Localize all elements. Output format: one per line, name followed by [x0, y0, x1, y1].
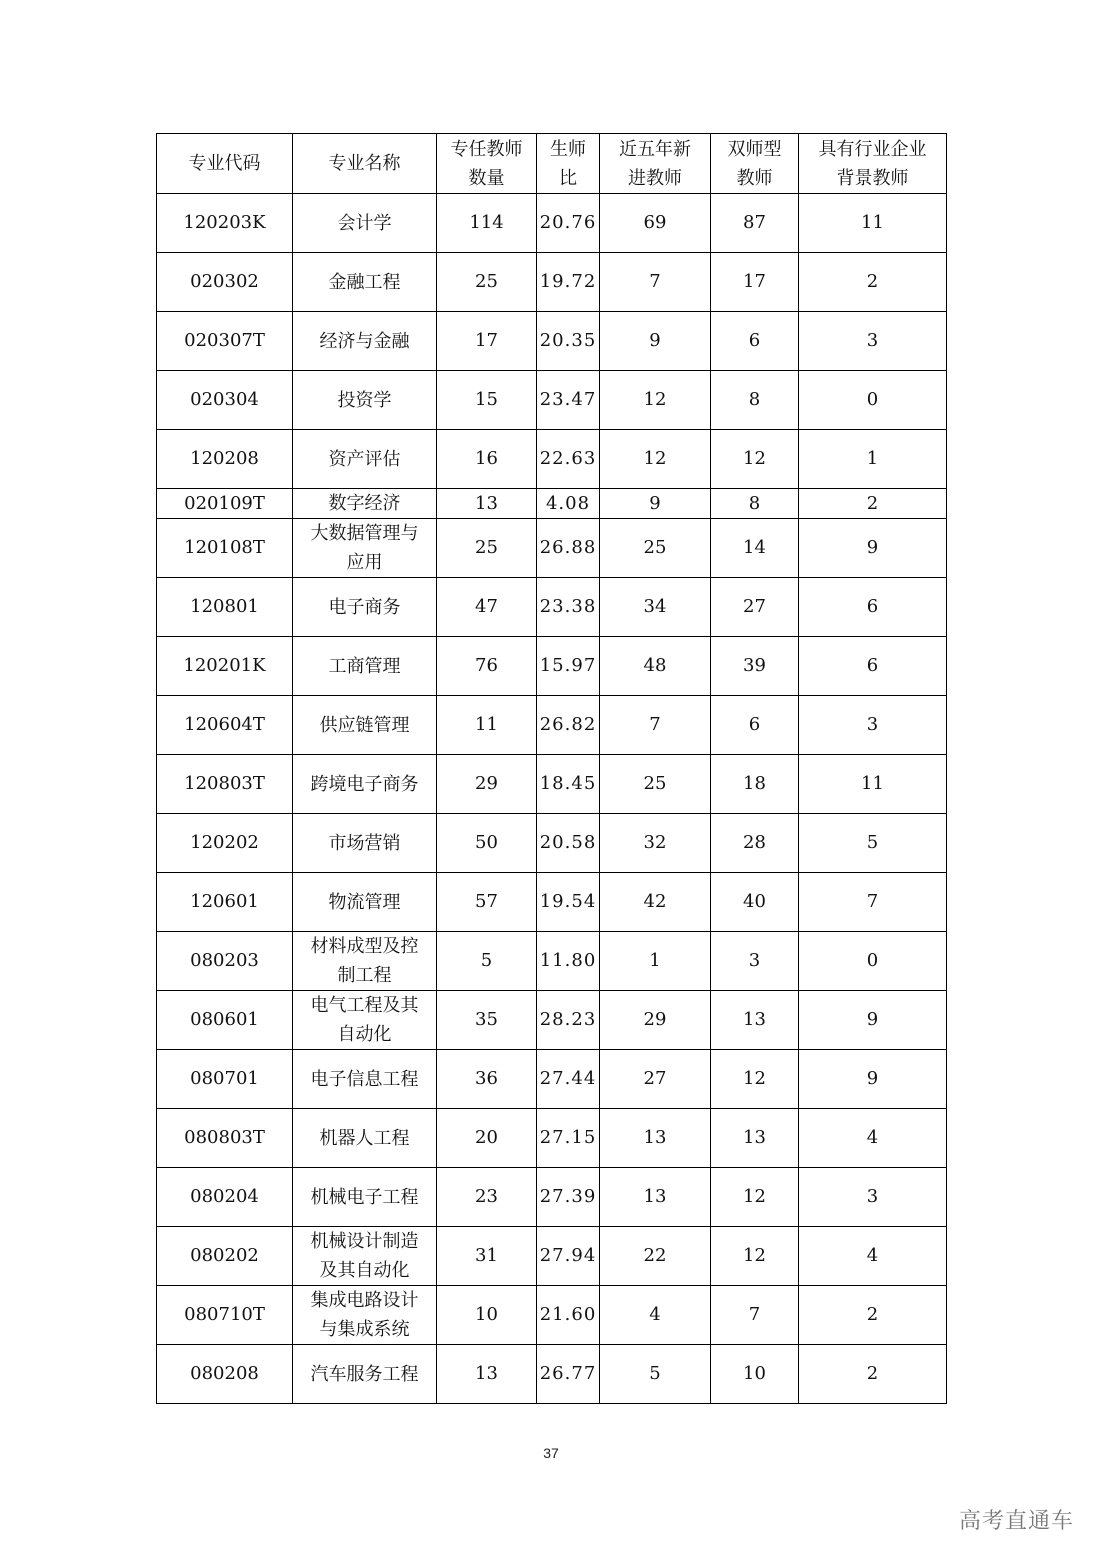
- cell-major-name: [293, 194, 437, 253]
- table-row: [157, 932, 947, 991]
- major-name-line: 应用: [346, 552, 383, 573]
- cell-ratio: [537, 489, 600, 519]
- cell-major-code: 120208: [157, 430, 293, 489]
- major-name-line: 资产评估: [328, 448, 401, 470]
- cell-major-name: [293, 991, 437, 1050]
- cell-major-name: [293, 519, 437, 578]
- cell-teacher-count: 57: [437, 873, 537, 932]
- ratio-value: 20.35: [539, 330, 597, 351]
- header-dual-teachers: 双师型 教师: [711, 134, 799, 194]
- cell-ratio: [537, 519, 600, 578]
- cell-teacher-count: 25: [437, 253, 537, 312]
- ratio-value: 28.23: [539, 1009, 597, 1030]
- cell-major-name: [293, 932, 437, 991]
- major-name-line: 供应链管理: [319, 714, 410, 736]
- ratio-value: 20.76: [539, 212, 597, 233]
- cell-major-name: [293, 1109, 437, 1168]
- cell-new-teachers: 13: [600, 1109, 711, 1168]
- cell-teacher-count: 11: [437, 696, 537, 755]
- cell-new-teachers: 32: [600, 814, 711, 873]
- cell-dual-teachers: 40: [711, 873, 799, 932]
- cell-industry-teachers: 9: [799, 1050, 947, 1109]
- major-name-line: 会计学: [337, 212, 392, 234]
- cell-teacher-count: 23: [437, 1168, 537, 1227]
- ratio-value: 27.94: [539, 1245, 597, 1266]
- cell-industry-teachers: 2: [799, 1345, 947, 1404]
- cell-industry-teachers: 9: [799, 991, 947, 1050]
- cell-industry-teachers: 1: [799, 430, 947, 489]
- table-row: [157, 489, 947, 519]
- ratio-value: 26.77: [539, 1363, 597, 1384]
- ratio-value: 19.72: [539, 271, 597, 292]
- cell-teacher-count: 25: [437, 519, 537, 578]
- cell-industry-teachers: 2: [799, 1286, 947, 1345]
- major-name-line: 自动化: [337, 1024, 392, 1045]
- cell-ratio: [537, 873, 600, 932]
- cell-industry-teachers: 9: [799, 519, 947, 578]
- table-row: [157, 194, 947, 253]
- ratio-value: 15.97: [539, 655, 597, 676]
- cell-teacher-count: 15: [437, 371, 537, 430]
- cell-teacher-count: 47: [437, 578, 537, 637]
- cell-ratio: [537, 371, 600, 430]
- cell-industry-teachers: 4: [799, 1227, 947, 1286]
- cell-dual-teachers: 28: [711, 814, 799, 873]
- table-header-row: [157, 134, 947, 194]
- cell-major-name: [293, 371, 437, 430]
- major-name-line: 大数据管理与: [310, 523, 419, 544]
- major-name-line: 机械设计制造: [310, 1231, 419, 1252]
- cell-new-teachers: 9: [600, 489, 711, 519]
- cell-major-name: [293, 489, 437, 519]
- cell-industry-teachers: 2: [799, 489, 947, 519]
- cell-dual-teachers: 14: [711, 519, 799, 578]
- cell-dual-teachers: 13: [711, 991, 799, 1050]
- cell-ratio: [537, 1168, 600, 1227]
- cell-teacher-count: 35: [437, 991, 537, 1050]
- cell-major-code: 120108T: [157, 519, 293, 578]
- major-name-line: 数字经济: [328, 493, 401, 514]
- cell-industry-teachers: 3: [799, 696, 947, 755]
- cell-new-teachers: 9: [600, 312, 711, 371]
- cell-industry-teachers: 6: [799, 637, 947, 696]
- table-row: [157, 1109, 947, 1168]
- cell-major-code: 020302: [157, 253, 293, 312]
- ratio-value: 26.88: [539, 537, 597, 558]
- cell-major-code: 020109T: [157, 489, 293, 519]
- cell-major-code: 080202: [157, 1227, 293, 1286]
- cell-major-code: 080204: [157, 1168, 293, 1227]
- cell-dual-teachers: 6: [711, 312, 799, 371]
- ratio-value: 26.82: [539, 714, 597, 735]
- ratio-value: 21.60: [539, 1304, 597, 1325]
- cell-major-code: 080701: [157, 1050, 293, 1109]
- table-row: [157, 873, 947, 932]
- cell-teacher-count: 114: [437, 194, 537, 253]
- table-row: [157, 991, 947, 1050]
- cell-teacher-count: 16: [437, 430, 537, 489]
- cell-teacher-count: 10: [437, 1286, 537, 1345]
- table-row: [157, 578, 947, 637]
- major-name-line: 跨境电子商务: [310, 773, 419, 795]
- cell-ratio: [537, 814, 600, 873]
- cell-ratio: [537, 1286, 600, 1345]
- cell-teacher-count: 36: [437, 1050, 537, 1109]
- cell-ratio: [537, 578, 600, 637]
- cell-major-code: 080601: [157, 991, 293, 1050]
- cell-new-teachers: 48: [600, 637, 711, 696]
- cell-industry-teachers: 11: [799, 755, 947, 814]
- table-row: [157, 1345, 947, 1404]
- cell-major-code: 120803T: [157, 755, 293, 814]
- major-name-line: 汽车服务工程: [310, 1363, 419, 1385]
- cell-ratio: [537, 755, 600, 814]
- cell-ratio: [537, 1109, 600, 1168]
- cell-dual-teachers: 12: [711, 1050, 799, 1109]
- cell-major-code: 080803T: [157, 1109, 293, 1168]
- cell-major-code: 080208: [157, 1345, 293, 1404]
- header-major-code: 专业代码: [157, 134, 293, 194]
- cell-major-name: [293, 873, 437, 932]
- ratio-value: 18.45: [539, 773, 597, 794]
- cell-major-name: [293, 1168, 437, 1227]
- cell-major-name: [293, 1345, 437, 1404]
- major-name-line: 投资学: [337, 389, 392, 411]
- ratio-value: 27.15: [539, 1127, 597, 1148]
- cell-dual-teachers: 17: [711, 253, 799, 312]
- cell-new-teachers: 69: [600, 194, 711, 253]
- cell-industry-teachers: 3: [799, 312, 947, 371]
- table-row: [157, 755, 947, 814]
- cell-dual-teachers: 27: [711, 578, 799, 637]
- cell-teacher-count: 50: [437, 814, 537, 873]
- cell-ratio: [537, 696, 600, 755]
- cell-major-code: 120801: [157, 578, 293, 637]
- ratio-value: 22.63: [539, 448, 597, 469]
- cell-industry-teachers: 3: [799, 1168, 947, 1227]
- ratio-value: 19.54: [539, 891, 597, 912]
- cell-major-code: 120202: [157, 814, 293, 873]
- cell-dual-teachers: 10: [711, 1345, 799, 1404]
- major-name-line: 材料成型及控: [310, 936, 419, 957]
- ratio-value: 4.08: [545, 492, 591, 514]
- table-row: [157, 637, 947, 696]
- cell-new-teachers: 13: [600, 1168, 711, 1227]
- cell-dual-teachers: 8: [711, 489, 799, 519]
- major-name-line: 电子信息工程: [310, 1068, 419, 1090]
- cell-teacher-count: 31: [437, 1227, 537, 1286]
- header-fulltime-teachers: 专任教师 数量: [437, 134, 537, 194]
- header-industry-teachers: 具有行业企业 背景教师: [799, 134, 947, 194]
- cell-major-name: [293, 1227, 437, 1286]
- cell-ratio: [537, 1050, 600, 1109]
- cell-industry-teachers: 6: [799, 578, 947, 637]
- cell-ratio: [537, 430, 600, 489]
- cell-ratio: [537, 1345, 600, 1404]
- ratio-value: 23.47: [539, 389, 597, 410]
- ratio-value: 27.39: [539, 1186, 597, 1207]
- table-row: [157, 1227, 947, 1286]
- cell-new-teachers: 7: [600, 253, 711, 312]
- header-major-name: 专业名称: [293, 134, 437, 194]
- cell-new-teachers: 25: [600, 755, 711, 814]
- cell-major-code: 080203: [157, 932, 293, 991]
- cell-ratio: [537, 1227, 600, 1286]
- cell-major-name: [293, 253, 437, 312]
- table-row: [157, 1168, 947, 1227]
- cell-major-name: [293, 312, 437, 371]
- cell-ratio: [537, 253, 600, 312]
- cell-ratio: [537, 637, 600, 696]
- major-name-line: 电子商务: [328, 596, 401, 618]
- major-name-line: 市场营销: [328, 832, 401, 854]
- table-body: [157, 194, 947, 1404]
- cell-major-name: [293, 696, 437, 755]
- table-row: [157, 814, 947, 873]
- header-new-teachers: 近五年新 进教师: [600, 134, 711, 194]
- cell-major-name: [293, 755, 437, 814]
- cell-dual-teachers: 6: [711, 696, 799, 755]
- cell-dual-teachers: 18: [711, 755, 799, 814]
- cell-dual-teachers: 39: [711, 637, 799, 696]
- table-row: [157, 312, 947, 371]
- cell-major-name: [293, 637, 437, 696]
- cell-industry-teachers: 5: [799, 814, 947, 873]
- cell-major-code: 080710T: [157, 1286, 293, 1345]
- cell-new-teachers: 22: [600, 1227, 711, 1286]
- cell-dual-teachers: 8: [711, 371, 799, 430]
- cell-ratio: [537, 194, 600, 253]
- cell-new-teachers: 5: [600, 1345, 711, 1404]
- cell-teacher-count: 76: [437, 637, 537, 696]
- cell-major-code: 120201K: [157, 637, 293, 696]
- cell-new-teachers: 34: [600, 578, 711, 637]
- cell-new-teachers: 42: [600, 873, 711, 932]
- watermark-text: 高考直通车: [958, 1509, 1074, 1534]
- cell-teacher-count: 13: [437, 489, 537, 519]
- cell-major-code: 120604T: [157, 696, 293, 755]
- page-number: 37: [543, 1445, 559, 1461]
- cell-industry-teachers: 0: [799, 932, 947, 991]
- table-row: [157, 1286, 947, 1345]
- cell-major-name: [293, 814, 437, 873]
- cell-major-name: [293, 1050, 437, 1109]
- cell-new-teachers: 27: [600, 1050, 711, 1109]
- table-row: [157, 371, 947, 430]
- major-name-line: 工商管理: [328, 655, 401, 677]
- major-name-line: 与集成系统: [319, 1319, 410, 1340]
- table-row: [157, 430, 947, 489]
- major-name-line: 电气工程及其: [310, 995, 419, 1016]
- cell-major-code: 120601: [157, 873, 293, 932]
- ratio-value: 11.80: [539, 950, 597, 971]
- major-name-line: 物流管理: [328, 891, 401, 913]
- table-row: [157, 253, 947, 312]
- cell-dual-teachers: 12: [711, 1168, 799, 1227]
- cell-industry-teachers: 2: [799, 253, 947, 312]
- ratio-value: 27.44: [539, 1068, 597, 1089]
- cell-major-code: 020304: [157, 371, 293, 430]
- cell-new-teachers: 12: [600, 371, 711, 430]
- table-row: [157, 519, 947, 578]
- cell-major-code: 020307T: [157, 312, 293, 371]
- cell-new-teachers: 7: [600, 696, 711, 755]
- cell-industry-teachers: 11: [799, 194, 947, 253]
- cell-teacher-count: 5: [437, 932, 537, 991]
- cell-new-teachers: 25: [600, 519, 711, 578]
- major-name-line: 制工程: [337, 965, 392, 986]
- table-row: [157, 696, 947, 755]
- major-name-line: 金融工程: [328, 271, 401, 293]
- cell-dual-teachers: 12: [711, 1227, 799, 1286]
- cell-ratio: [537, 991, 600, 1050]
- ratio-value: 20.58: [539, 832, 597, 853]
- ratio-value: 23.38: [539, 596, 597, 617]
- cell-industry-teachers: 4: [799, 1109, 947, 1168]
- cell-new-teachers: 29: [600, 991, 711, 1050]
- cell-new-teachers: 1: [600, 932, 711, 991]
- major-name-line: 机器人工程: [319, 1127, 410, 1149]
- cell-major-name: [293, 578, 437, 637]
- faculty-table: [156, 133, 947, 1404]
- cell-teacher-count: 20: [437, 1109, 537, 1168]
- cell-industry-teachers: 7: [799, 873, 947, 932]
- major-name-line: 集成电路设计: [310, 1290, 419, 1311]
- major-name-line: 经济与金融: [319, 330, 410, 352]
- cell-major-name: [293, 1286, 437, 1345]
- cell-teacher-count: 13: [437, 1345, 537, 1404]
- major-name-line: 机械电子工程: [310, 1186, 419, 1208]
- cell-ratio: [537, 932, 600, 991]
- cell-dual-teachers: 87: [711, 194, 799, 253]
- cell-major-code: 120203K: [157, 194, 293, 253]
- cell-major-name: [293, 430, 437, 489]
- cell-teacher-count: 17: [437, 312, 537, 371]
- cell-dual-teachers: 13: [711, 1109, 799, 1168]
- cell-teacher-count: 29: [437, 755, 537, 814]
- cell-dual-teachers: 7: [711, 1286, 799, 1345]
- cell-new-teachers: 4: [600, 1286, 711, 1345]
- cell-dual-teachers: 3: [711, 932, 799, 991]
- cell-ratio: [537, 312, 600, 371]
- cell-dual-teachers: 12: [711, 430, 799, 489]
- cell-industry-teachers: 0: [799, 371, 947, 430]
- header-student-teacher-ratio: 生师 比: [537, 134, 600, 194]
- cell-new-teachers: 12: [600, 430, 711, 489]
- table-row: [157, 1050, 947, 1109]
- major-name-line: 及其自动化: [319, 1260, 410, 1281]
